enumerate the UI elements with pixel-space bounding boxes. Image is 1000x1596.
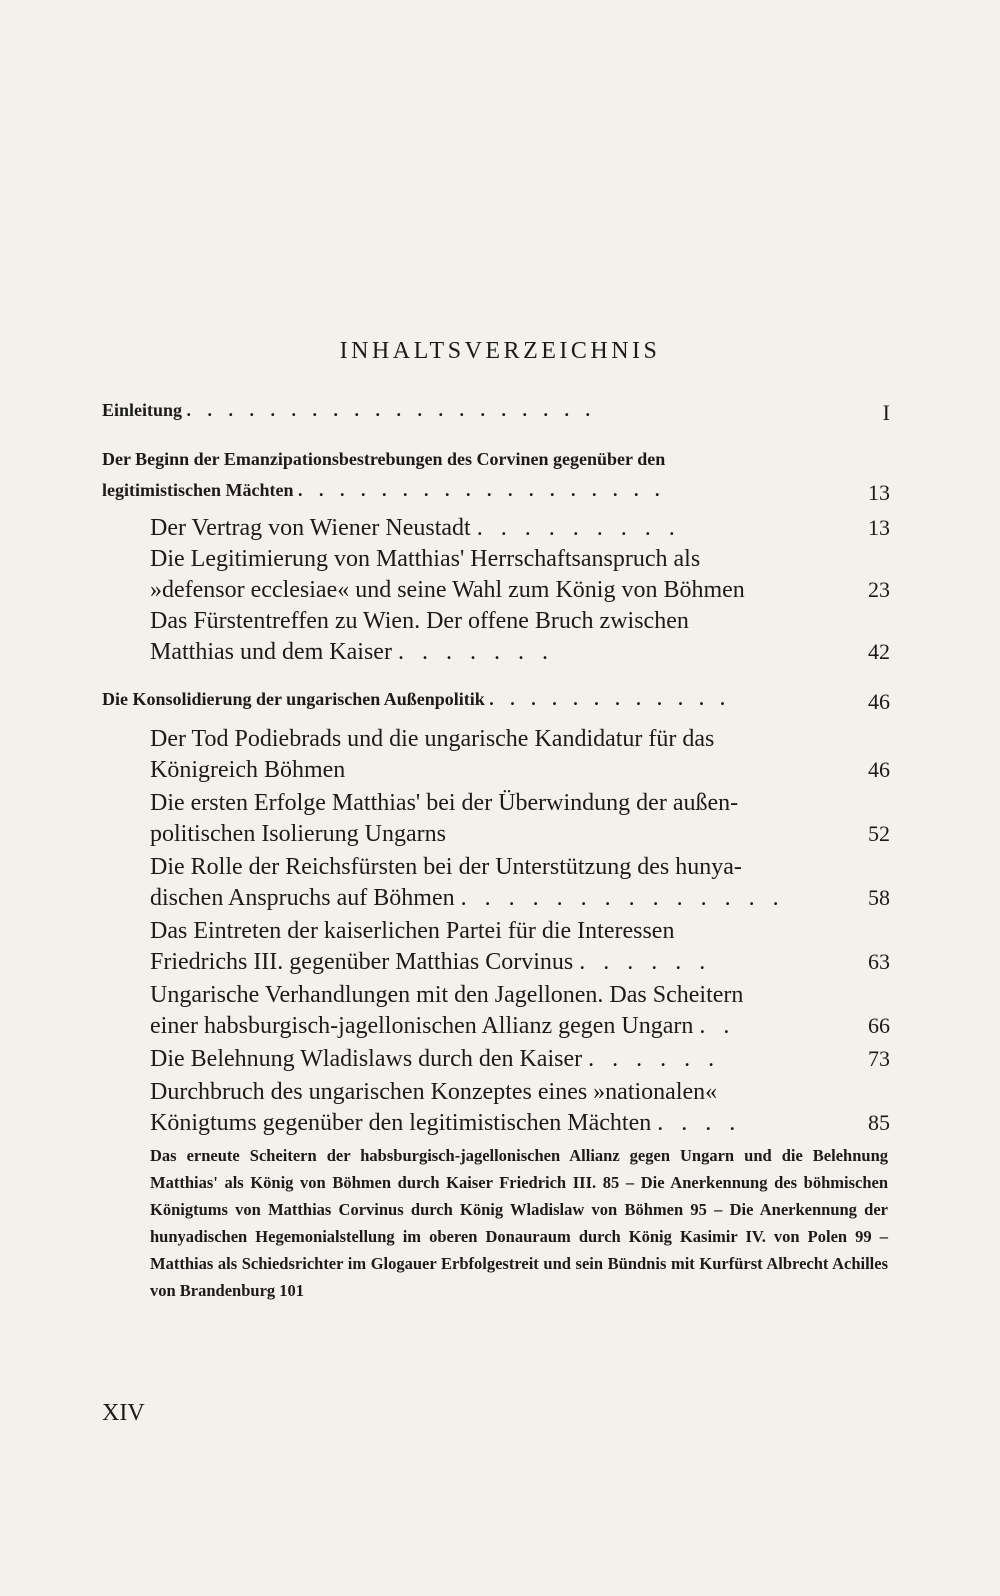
toc-page-number: 66: [868, 1013, 890, 1038]
toc-page-number: I: [882, 400, 890, 425]
toc-page-number: 23: [868, 577, 890, 602]
toc-entry-erfolge-line1: [150, 788, 890, 818]
toc-page-number: 13: [868, 480, 890, 505]
toc-entry-title: Das Fürstentreffen zu Wien. Der offene Bruch zwischen: [150, 608, 689, 634]
toc-entry-title: einer habsburgisch-jagellonischen Allianz gegen Ungarn: [150, 1013, 694, 1039]
toc-page-number: 58: [868, 885, 890, 910]
toc-entry-title: Die Rolle der Reichsfürsten bei der Unterstützung des hunya-: [150, 854, 742, 880]
toc-entry-podiebrad-line2: [150, 755, 890, 785]
toc-page-number: 46: [868, 757, 890, 782]
toc-page-number: 52: [868, 821, 890, 846]
toc-page-number: 13: [868, 515, 890, 540]
toc-entry-title: Der Beginn der Emanzipationsbestrebungen des Corvinen gegenüber den: [102, 449, 666, 469]
toc-entry-title: Durchbruch des ungarischen Konzeptes eines »nationalen«: [150, 1079, 718, 1105]
toc-entry-title: »defensor ecclesiae« und seine Wahl zum König von Böhmen: [150, 577, 745, 603]
toc-entry-fuerstentreffen-line2: [150, 637, 890, 667]
toc-entry-podiebrad-line1: [150, 724, 890, 754]
toc-leader: . . . . . . . . . . . .: [489, 689, 731, 709]
toc-entry-title: Die Konsolidierung der ungarischen Außenpolitik: [102, 689, 485, 709]
toc-leader: . . . . . . . . . . . . . . . . . .: [297, 480, 666, 500]
toc-page-number: 85: [868, 1110, 890, 1135]
toc-entry-jagellonen-line1: [150, 980, 890, 1010]
toc-entry-title: Einleitung: [102, 400, 183, 420]
toc-leader: . .: [699, 1013, 736, 1039]
toc-entry-durchbruch-line1: [150, 1077, 890, 1107]
toc-page-number: 46: [868, 689, 890, 714]
toc-entry-durchbruch-line2: [150, 1108, 890, 1138]
toc-entry-title: politischen Isolierung Ungarns: [150, 821, 446, 847]
toc-entry-title: Königreich Böhmen: [150, 757, 346, 783]
toc-leader: . . . . . . . . .: [476, 515, 681, 541]
toc-entry-title: Matthias und dem Kaiser: [150, 639, 392, 665]
toc-entry-introduction: [102, 400, 890, 425]
toc-entry-reichsfuersten-line2: [150, 883, 890, 913]
toc-entry-title: Die Legitimierung von Matthias' Herrschaftsanspruch als: [150, 546, 701, 572]
toc-leader: . . . . . . .: [397, 639, 554, 665]
page-title: INHALTSVERZEICHNIS: [339, 338, 661, 364]
toc-summary-paragraph: Das erneute Scheitern der habsburgisch-jagellonischen Allianz gegen Ungarn und die Belehnung Matthias' als König von Böhmen durch Kaiser Friedrich III. 85 – Die Anerkennung des böhmischen Königtums von Matthias Corvinus durch König Wladislaw von Böhmen 95 – Die Anerkennung der hunyadischen Hegemonialstellung im oberen Donauraum durch König Kasimir IV. von Polen 99 – Matthias als Schiedsrichter im Glogauer Erbfolgestreit und sein Bündnis mit Kurfürst Albrecht Achilles von Brandenburg 101: [150, 1146, 888, 1300]
toc-entry-title: Die ersten Erfolge Matthias' bei der Überwindung der außen-: [150, 790, 739, 816]
toc-section-2: [102, 689, 890, 714]
toc-section-1-line1: [102, 449, 890, 470]
toc-entry-title: Das Eintreten der kaiserlichen Partei für die Interessen: [150, 918, 675, 944]
toc-page-number: 73: [868, 1046, 890, 1071]
toc-entry-title: Der Tod Podiebrads und die ungarische Kandidatur für das: [150, 726, 715, 752]
toc-entry-title: Die Belehnung Wladislaws durch den Kaiser: [150, 1046, 583, 1072]
toc-entry-eintreten-line2: [150, 947, 890, 977]
toc-entry-title: Königtums gegenüber den legitimistischen Mächten: [150, 1110, 652, 1136]
toc-leader: . . . . . . . . . . . . . .: [460, 885, 785, 911]
toc-leader: . . . .: [657, 1110, 742, 1136]
toc-entry-legitimierung-line1: [150, 544, 890, 574]
toc-entry-fuerstentreffen-line1: [150, 606, 890, 636]
page-folio: XIV: [102, 1400, 145, 1426]
toc-section-1-line2: [102, 480, 890, 505]
toc-leader: . . . . . . . . . . . . . . . . . . . .: [186, 400, 597, 420]
toc-page-number: 63: [868, 949, 890, 974]
toc-leader: . . . . . .: [588, 1046, 721, 1072]
toc-entry-title: Friedrichs III. gegenüber Matthias Corvinus: [150, 949, 574, 975]
toc-entry-legitimierung-line2: [150, 575, 890, 605]
toc-entry-reichsfuersten-line1: [150, 852, 890, 882]
toc-leader: . . . . . .: [579, 949, 712, 975]
toc-entry-title: dischen Anspruchs auf Böhmen: [150, 885, 455, 911]
toc-entry-belehnung: [150, 1044, 890, 1074]
toc-page-number: 42: [868, 639, 890, 664]
toc-entry-title: Der Vertrag von Wiener Neustadt: [150, 515, 471, 541]
toc-entry-vertrag: [150, 513, 890, 543]
toc-entry-eintreten-line1: [150, 916, 890, 946]
toc-entry-jagellonen-line2: [150, 1011, 890, 1041]
toc-entry-title: Ungarische Verhandlungen mit den Jagellonen. Das Scheitern: [150, 982, 744, 1008]
toc-entry-title: legitimistischen Mächten: [102, 480, 294, 500]
toc-entry-erfolge-line2: [150, 819, 890, 849]
